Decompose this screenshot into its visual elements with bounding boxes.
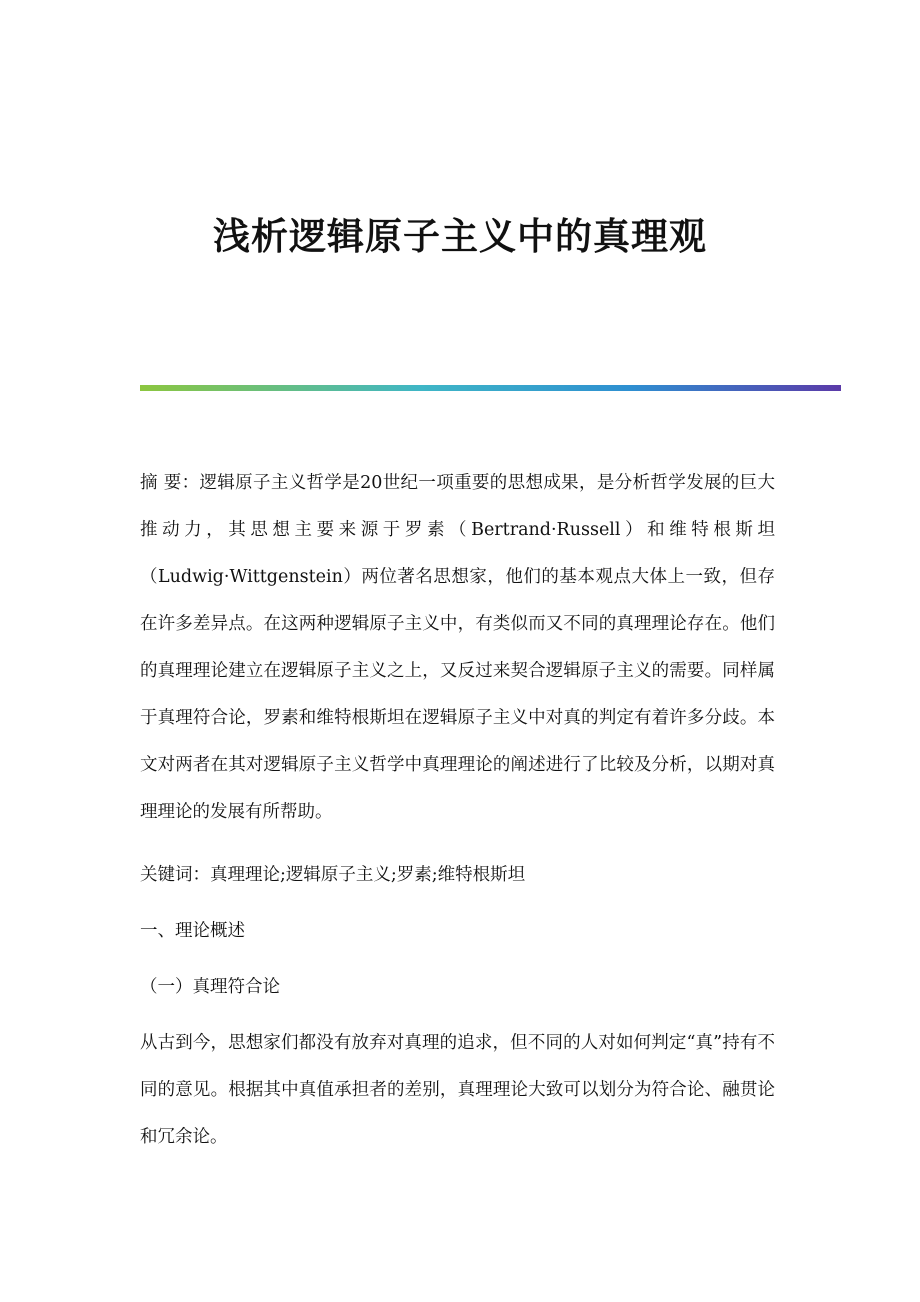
subsection-heading: （一）真理符合论 bbox=[140, 977, 280, 997]
title-divider bbox=[140, 385, 841, 391]
abstract: 摘 要：逻辑原子主义哲学是20世纪一项重要的思想成果，是分析哲学发展的巨大推动力，其思想主要来源于罗素（Bertrand·Russell）和维特根斯坦（Ludwig·Wittgenstein）两位著名思想家，他们的基本观点大体上一致，但存在许多差异点。在这两种逻辑原子主义中，有类似而又不同的真理理论存在。他们的真理理论建立在逻辑原子主义之上，又反过来契合逻辑原子主义的需要。同样属于真理符合论，罗素和维特根斯坦在逻辑原子主义中对真的判定有着许多分歧。本文对两者在其对逻辑原子主义哲学中真理理论的阐述进行了比较及分析，以期对真理理论的发展有所帮助。 bbox=[140, 473, 775, 822]
body-paragraph: 从古到今，思想家们都没有放弃对真理的追求，但不同的人对如何判定“真”持有不同的意见。根据其中真值承担者的差别，真理理论大致可以划分为符合论、融贯论和冗余论。 bbox=[140, 1033, 775, 1147]
section-heading: 一、理论概述 bbox=[140, 921, 245, 941]
document-title: 浅析逻辑原子主义中的真理观 bbox=[213, 214, 707, 258]
keywords: 关键词：真理理论;逻辑原子主义;罗素;维特根斯坦 bbox=[140, 865, 526, 885]
